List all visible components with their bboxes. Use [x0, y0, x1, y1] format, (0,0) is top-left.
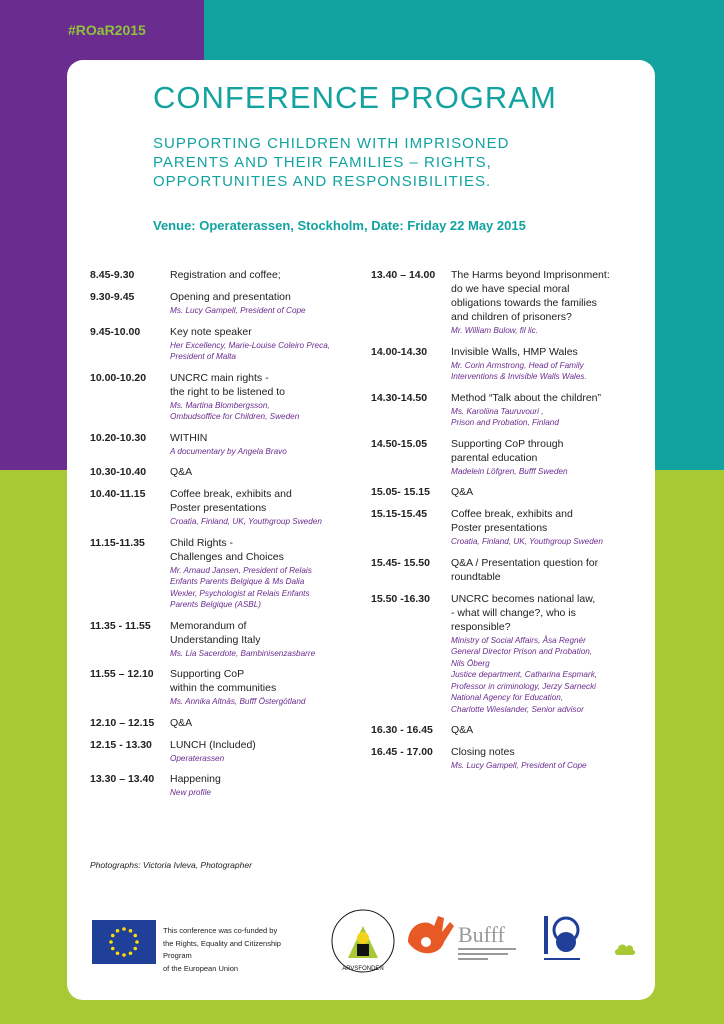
- schedule-title: Invisible Walls, HMP Wales: [451, 345, 578, 358]
- schedule-details: [170, 268, 360, 282]
- eu-star-icon: [133, 934, 137, 938]
- schedule-details: [451, 391, 646, 429]
- schedule-time: 9.30-9.45: [90, 291, 135, 303]
- schedule-title: Opening and presentation: [170, 291, 291, 303]
- schedule-speaker: New profile: [170, 788, 211, 797]
- schedule-title: Registration and coffee;: [170, 269, 281, 281]
- schedule-title: Coffee break, exhibits and Poster presentations: [451, 508, 573, 534]
- schedule-time: 12.10 – 12.15: [90, 716, 155, 729]
- page-subtitle: SUPPORTING CHILDREN WITH IMPRISONED PARENTS AND THEIR FAMILIES – RIGHTS, OPPORTUNITIES AND RESPONSIBILITIES.: [153, 135, 510, 190]
- schedule-time: 15.50 -16.30: [371, 592, 430, 605]
- schedule-title: Supporting CoP within the communities: [170, 668, 277, 694]
- hashtag: #ROaR2015: [68, 22, 146, 38]
- photo-credit: Photographs: Victoria Ivleva, Photographer: [90, 860, 252, 870]
- schedule-title: Key note speaker: [170, 325, 252, 338]
- schedule-details: [170, 536, 360, 611]
- schedule-item: [90, 325, 360, 363]
- schedule-details: [451, 485, 646, 499]
- schedule-speaker: Mr. William Bulow, fil lic.: [451, 326, 538, 335]
- schedule-details: [170, 465, 360, 479]
- schedule-speaker: Mr. Arnaud Jansen, President of Relais Enfants Parents Belgique & Ms Dalia Wexler, Psychologist at Relais Enfants Parents Belgique (ASBL): [170, 565, 312, 609]
- schedule-item: [90, 465, 360, 479]
- schedule-details: [170, 290, 360, 317]
- schedule-time: 11.15-11.35: [90, 536, 145, 549]
- schedule-title: Q&A / Presentation question for roundtable: [451, 556, 599, 583]
- eu-star-icon: [116, 951, 120, 955]
- schedule-time: 10.30-10.40: [90, 466, 147, 478]
- schedule-time: 15.45- 15.50: [371, 556, 430, 569]
- schedule-details: [170, 431, 360, 458]
- schedule-speaker: Mr. Corin Armstrong, Head of Family Interventions & Invisible Walls Wales.: [451, 360, 587, 381]
- schedule-title: Supporting CoP through parental education: [451, 437, 564, 464]
- schedule-item: [90, 268, 360, 282]
- schedule-title: LUNCH (Included): [170, 738, 256, 751]
- schedule-time: 13.30 – 13.40: [90, 773, 155, 785]
- schedule-left-column: [90, 268, 360, 807]
- schedule-item: [371, 268, 646, 337]
- schedule-speaker: Ms. Lia Sacerdote, Bambinisenzasbarre: [170, 648, 316, 658]
- schedule-time: 16.30 - 16.45: [371, 724, 433, 736]
- schedule-time: 15.05- 15.15: [371, 486, 430, 498]
- schedule-title: Method “Talk about the children”: [451, 391, 601, 404]
- schedule-item: [90, 716, 360, 730]
- schedule-time: 14.50-15.05: [371, 437, 428, 450]
- schedule-item: [90, 738, 360, 765]
- schedule-details: [170, 716, 360, 730]
- schedule-item: [90, 536, 360, 611]
- schedule-item: [371, 745, 646, 772]
- eu-star-icon: [122, 927, 126, 931]
- schedule-speaker: Ms. Karoliina Tauruvouri , Prison and Probation, Finland: [451, 406, 559, 427]
- schedule-title: The Harms beyond Imprisonment: do we have special moral obligations towards the families and children of prisoners?: [451, 269, 610, 323]
- schedule-item: [371, 391, 646, 429]
- eu-star-icon: [122, 953, 126, 957]
- arvsfonden-logo: [330, 908, 396, 974]
- schedule-title: Child Rights - Challenges and Choices: [170, 536, 284, 563]
- schedule-title: Q&A: [451, 486, 474, 498]
- eu-star-icon: [111, 947, 115, 951]
- schedule-item: [90, 619, 360, 660]
- schedule-details: [170, 619, 360, 660]
- cofund-text: This conference was co-funded by the Rights, Equality and Citizenship Program of the European Union: [163, 926, 281, 973]
- schedule-time: 14.30-14.50: [371, 391, 428, 404]
- schedule-item: [371, 485, 646, 499]
- schedule-speaker: Ms. Annika Altnäs, Bufff Östergötland: [170, 697, 306, 706]
- schedule-details: [451, 745, 646, 772]
- schedule-speaker: Her Excellency, Marie-Louise Coleiro Preca, President of Malta: [170, 340, 331, 361]
- schedule-time: 13.40 – 14.00: [371, 269, 436, 281]
- schedule-details: [451, 556, 646, 584]
- schedule-details: [451, 592, 646, 716]
- schedule-speaker: Croatia, Finland, UK, Youthgroup Sweden: [170, 517, 322, 526]
- schedule-title: Happening: [170, 773, 221, 785]
- schedule-details: [451, 345, 646, 383]
- eu-star-icon: [111, 934, 115, 938]
- schedule-item: [371, 723, 646, 737]
- schedule-time: 11.55 – 12.10: [90, 668, 154, 680]
- schedule-title: Closing notes: [451, 746, 515, 758]
- schedule-time: 15.15-15.45: [371, 508, 428, 520]
- bufff-logo: [404, 912, 522, 964]
- schedule-speaker: Ms. Lucy Gampell, President of Cope: [170, 306, 306, 315]
- cope-logo: [542, 912, 582, 964]
- schedule-speaker: Ms. Martina Blombergsson, Ombudsoffice for Children, Sweden: [170, 400, 300, 421]
- schedule-title: WITHIN: [170, 431, 208, 444]
- schedule-time: 14.00-14.30: [371, 345, 428, 358]
- schedule-speaker: Operaterassen: [170, 753, 225, 763]
- schedule-item: [371, 345, 646, 383]
- schedule-item: [90, 290, 360, 317]
- eu-star-icon: [129, 929, 133, 933]
- schedule-item: [90, 371, 360, 423]
- schedule-title: Memorandum of Understanding Italy: [170, 619, 261, 646]
- schedule-title: Q&A: [170, 716, 193, 729]
- schedule-time: 10.00-10.20: [90, 371, 147, 384]
- schedule-item: [90, 667, 360, 708]
- schedule-item: [371, 556, 646, 584]
- schedule-title: UNCRC becomes national law, - what will change?, who is responsible?: [451, 592, 596, 633]
- schedule-speaker: Ms. Lucy Gampell, President of Cope: [451, 761, 587, 770]
- eu-flag-logo: [92, 920, 156, 964]
- schedule-item: [371, 437, 646, 478]
- schedule-time: 8.45-9.30: [90, 269, 135, 281]
- eu-star-icon: [133, 947, 137, 951]
- schedule-time: 9.45-10.00: [90, 325, 141, 338]
- bufff-text: Bufff: [458, 922, 505, 947]
- schedule-details: [451, 437, 646, 478]
- schedule-speaker: Croatia, Finland, UK, Youthgroup Sweden: [451, 537, 603, 546]
- schedule-item: [90, 431, 360, 458]
- schedule-title: Coffee break, exhibits and Poster presentations: [170, 488, 292, 514]
- schedule-title: UNCRC main rights - the right to be listened to: [170, 371, 285, 398]
- schedule-time: 10.40-11.15: [90, 488, 146, 500]
- schedule-title: Q&A: [170, 466, 193, 478]
- schedule-details: [170, 667, 360, 708]
- schedule-item: [371, 592, 646, 716]
- schedule-item: [90, 487, 360, 528]
- schedule-details: [451, 507, 646, 548]
- schedule-item: [90, 772, 360, 799]
- schedule-details: [170, 325, 360, 363]
- eu-star-icon: [116, 929, 120, 933]
- eu-star-icon: [135, 940, 139, 944]
- schedule-details: [170, 738, 360, 765]
- schedule-details: [170, 772, 360, 799]
- schedule-time: 10.20-10.30: [90, 431, 147, 444]
- schedule-time: 16.45 - 17.00: [371, 746, 433, 758]
- schedule-item: [371, 507, 646, 548]
- venue-line: Venue: Operaterassen, Stockholm, Date: Friday 22 May 2015: [153, 218, 526, 233]
- schedule-time: 11.35 - 11.55: [90, 619, 151, 632]
- arvsfonden-text: ARVSFONDEN: [342, 966, 384, 972]
- schedule-time: 12.15 - 13.30: [90, 738, 152, 751]
- schedule-right-column: [371, 268, 646, 780]
- schedule-speaker: Ministry of Social Affairs, Åsa Regnér General Director Prison and Probation, Nils Öberg Justice department, Catharina Espmark, Professor in criminology, Jerzy Sarnecki National Agency for Education, Charlotte Wieslander, Senior advisor: [451, 635, 598, 714]
- page-title: CONFERENCE PROGRAM: [153, 80, 557, 115]
- schedule-details: [451, 268, 646, 337]
- eu-star-icon: [109, 940, 113, 944]
- eu-star-icon: [129, 951, 133, 955]
- schedule-title: Q&A: [451, 724, 474, 736]
- schedule-speaker: A documentary by Angela Bravo: [170, 446, 287, 456]
- schedule-speaker: Madelein Löfgren, Bufff Sweden: [451, 466, 568, 476]
- schedule-details: [170, 487, 360, 528]
- cloud-icon: [614, 942, 636, 956]
- schedule-details: [170, 371, 360, 423]
- schedule-details: [451, 723, 646, 737]
